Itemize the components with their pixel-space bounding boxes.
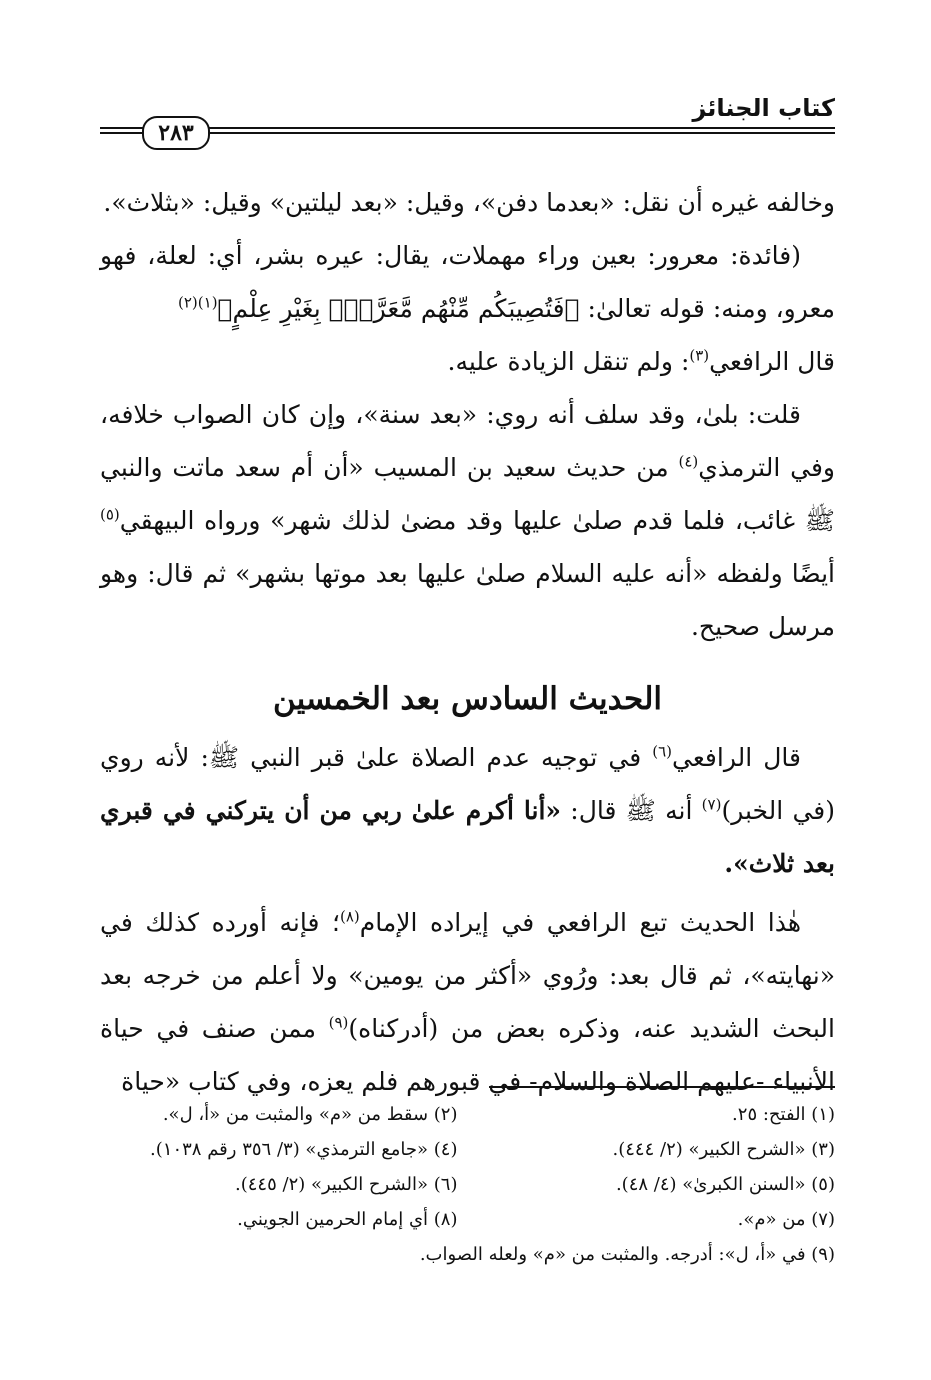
paragraph-2-text: (فائدة: معرور: بعين وراء مهملات، يقال: عيره بشر، أي: لعلة، فهو معرو، ومنه: قوله تعالىٰ: ﴿فَتُصِيبَكُم مِّنْهُم مَّعَرَّةٌۢ بِغَيْرِ عِلْمٍ﴾ bbox=[100, 241, 835, 323]
comment-text-b: ؛ فإنه أورده كذلك في «نهايته»، ثم قال بعد: ورُوي «أكثر من يومين» ولا أعلم من خرجه بعد البحث الشديد عنه، وذكره بعض من (أدركناه) bbox=[100, 908, 835, 1043]
footnote-separator bbox=[489, 1086, 835, 1088]
paragraph-4-text-a: قلت: بلىٰ، وقد سلف أنه روي: «بعد سنة»، وإن كان الصواب خلافه، وفي الترمذي bbox=[100, 400, 835, 482]
footnote-ref-3: (٣) bbox=[689, 346, 710, 365]
footnote-ref-6: (٦) bbox=[652, 742, 673, 761]
paragraph-1 bbox=[100, 176, 835, 229]
paragraph-4 bbox=[100, 388, 835, 653]
hadith-quote: «أنا أكرم علىٰ ربي من أن يتركني في قبري بعد ثلاث». bbox=[100, 796, 835, 878]
main-text bbox=[100, 176, 835, 1108]
paragraph-4-text-c: أيضًا ولفظه «أنه عليه السلام صلىٰ عليها بعد موتها بشهر» ثم قال: وهو مرسل صحيح. bbox=[100, 559, 835, 641]
hadith-text-b: أنه ﷺ قال: bbox=[561, 796, 702, 825]
footnote-3: (٣) «الشرح الكبير» (٢/ ٤٤٤). bbox=[612, 1139, 835, 1160]
paragraph-2 bbox=[100, 229, 835, 335]
hadith-paragraph bbox=[100, 731, 835, 890]
hadith-intro: قال الرافعي bbox=[672, 743, 801, 772]
comment-text-c: ممن صنف في حياة الأنبياء -عليهم الصلاة والسلام- في قبورهم فلم يعزه، وفي كتاب «حياة bbox=[100, 1014, 835, 1096]
paragraph-3-text-a: قال الرافعي bbox=[709, 347, 835, 376]
paragraph-3-text-b: : ولم تنقل الزيادة عليه. bbox=[447, 347, 690, 376]
comment-text-a: هٰذا الحديث تبع الرافعي في إيراده الإمام bbox=[359, 908, 802, 937]
footnote-9: (٩) في «أ، ل»: أدرجه. والمثبت من «م» ولعله الصواب. bbox=[419, 1244, 835, 1265]
footnote-ref-9: (٩) bbox=[328, 1013, 349, 1032]
hadith-text-a: في توجيه عدم الصلاة علىٰ قبر النبي ﷺ: لأنه روي (في الخبر) bbox=[100, 743, 836, 825]
footnote-5: (٥) «السنن الكبرىٰ» (٤/ ٤٨). bbox=[615, 1174, 835, 1195]
paragraph-3 bbox=[100, 335, 835, 388]
paragraph-4-text-b: من حديث سعيد بن المسيب «أن أم سعد ماتت والنبي ﷺ غائب، فلما قدم صلىٰ عليها وقد مضىٰ لذلك شهر» ورواه البيهقي bbox=[100, 453, 835, 535]
footnotes bbox=[100, 1097, 835, 1272]
section-heading: الحديث السادس بعد الخمسين bbox=[272, 681, 663, 717]
paragraph-1-text: وخالفه غيره أن نقل: «بعدما دفن»، وقيل: «بعد ليلتين» وقيل: «بثلاث». bbox=[103, 188, 835, 217]
footnote-ref-7: (٧) bbox=[701, 795, 722, 814]
footnote-ref-8: (٨) bbox=[339, 907, 360, 926]
footnote-ref-4: (٤) bbox=[678, 452, 699, 471]
page-number-badge bbox=[142, 116, 210, 150]
footnote-8: (٨) أي إمام الحرمين الجويني. bbox=[237, 1209, 458, 1230]
footnote-2: (٢) سقط من «م» والمثبت من «أ، ل». bbox=[162, 1104, 458, 1125]
footnote-ref-5: (٥) bbox=[100, 505, 120, 524]
footnote-1: (١) الفتح: ٢٥. bbox=[732, 1104, 835, 1125]
footnote-7: (٧) من «م». bbox=[737, 1209, 835, 1230]
footnote-6: (٦) «الشرح الكبير» (٢/ ٤٤٥). bbox=[235, 1174, 458, 1195]
running-header-title: كتاب الجنائز bbox=[692, 94, 835, 122]
footnote-ref-2: (٢) bbox=[177, 293, 198, 312]
footnote-4: (٤) «جامع الترمذي» (٣/ ٣٥٦ رقم ١٠٣٨). bbox=[150, 1139, 458, 1160]
header-double-rule bbox=[100, 127, 835, 134]
footnote-ref-1: (١) bbox=[197, 293, 218, 312]
comment-paragraph bbox=[100, 896, 835, 1108]
page-number: ٢٨٣ bbox=[158, 120, 194, 146]
